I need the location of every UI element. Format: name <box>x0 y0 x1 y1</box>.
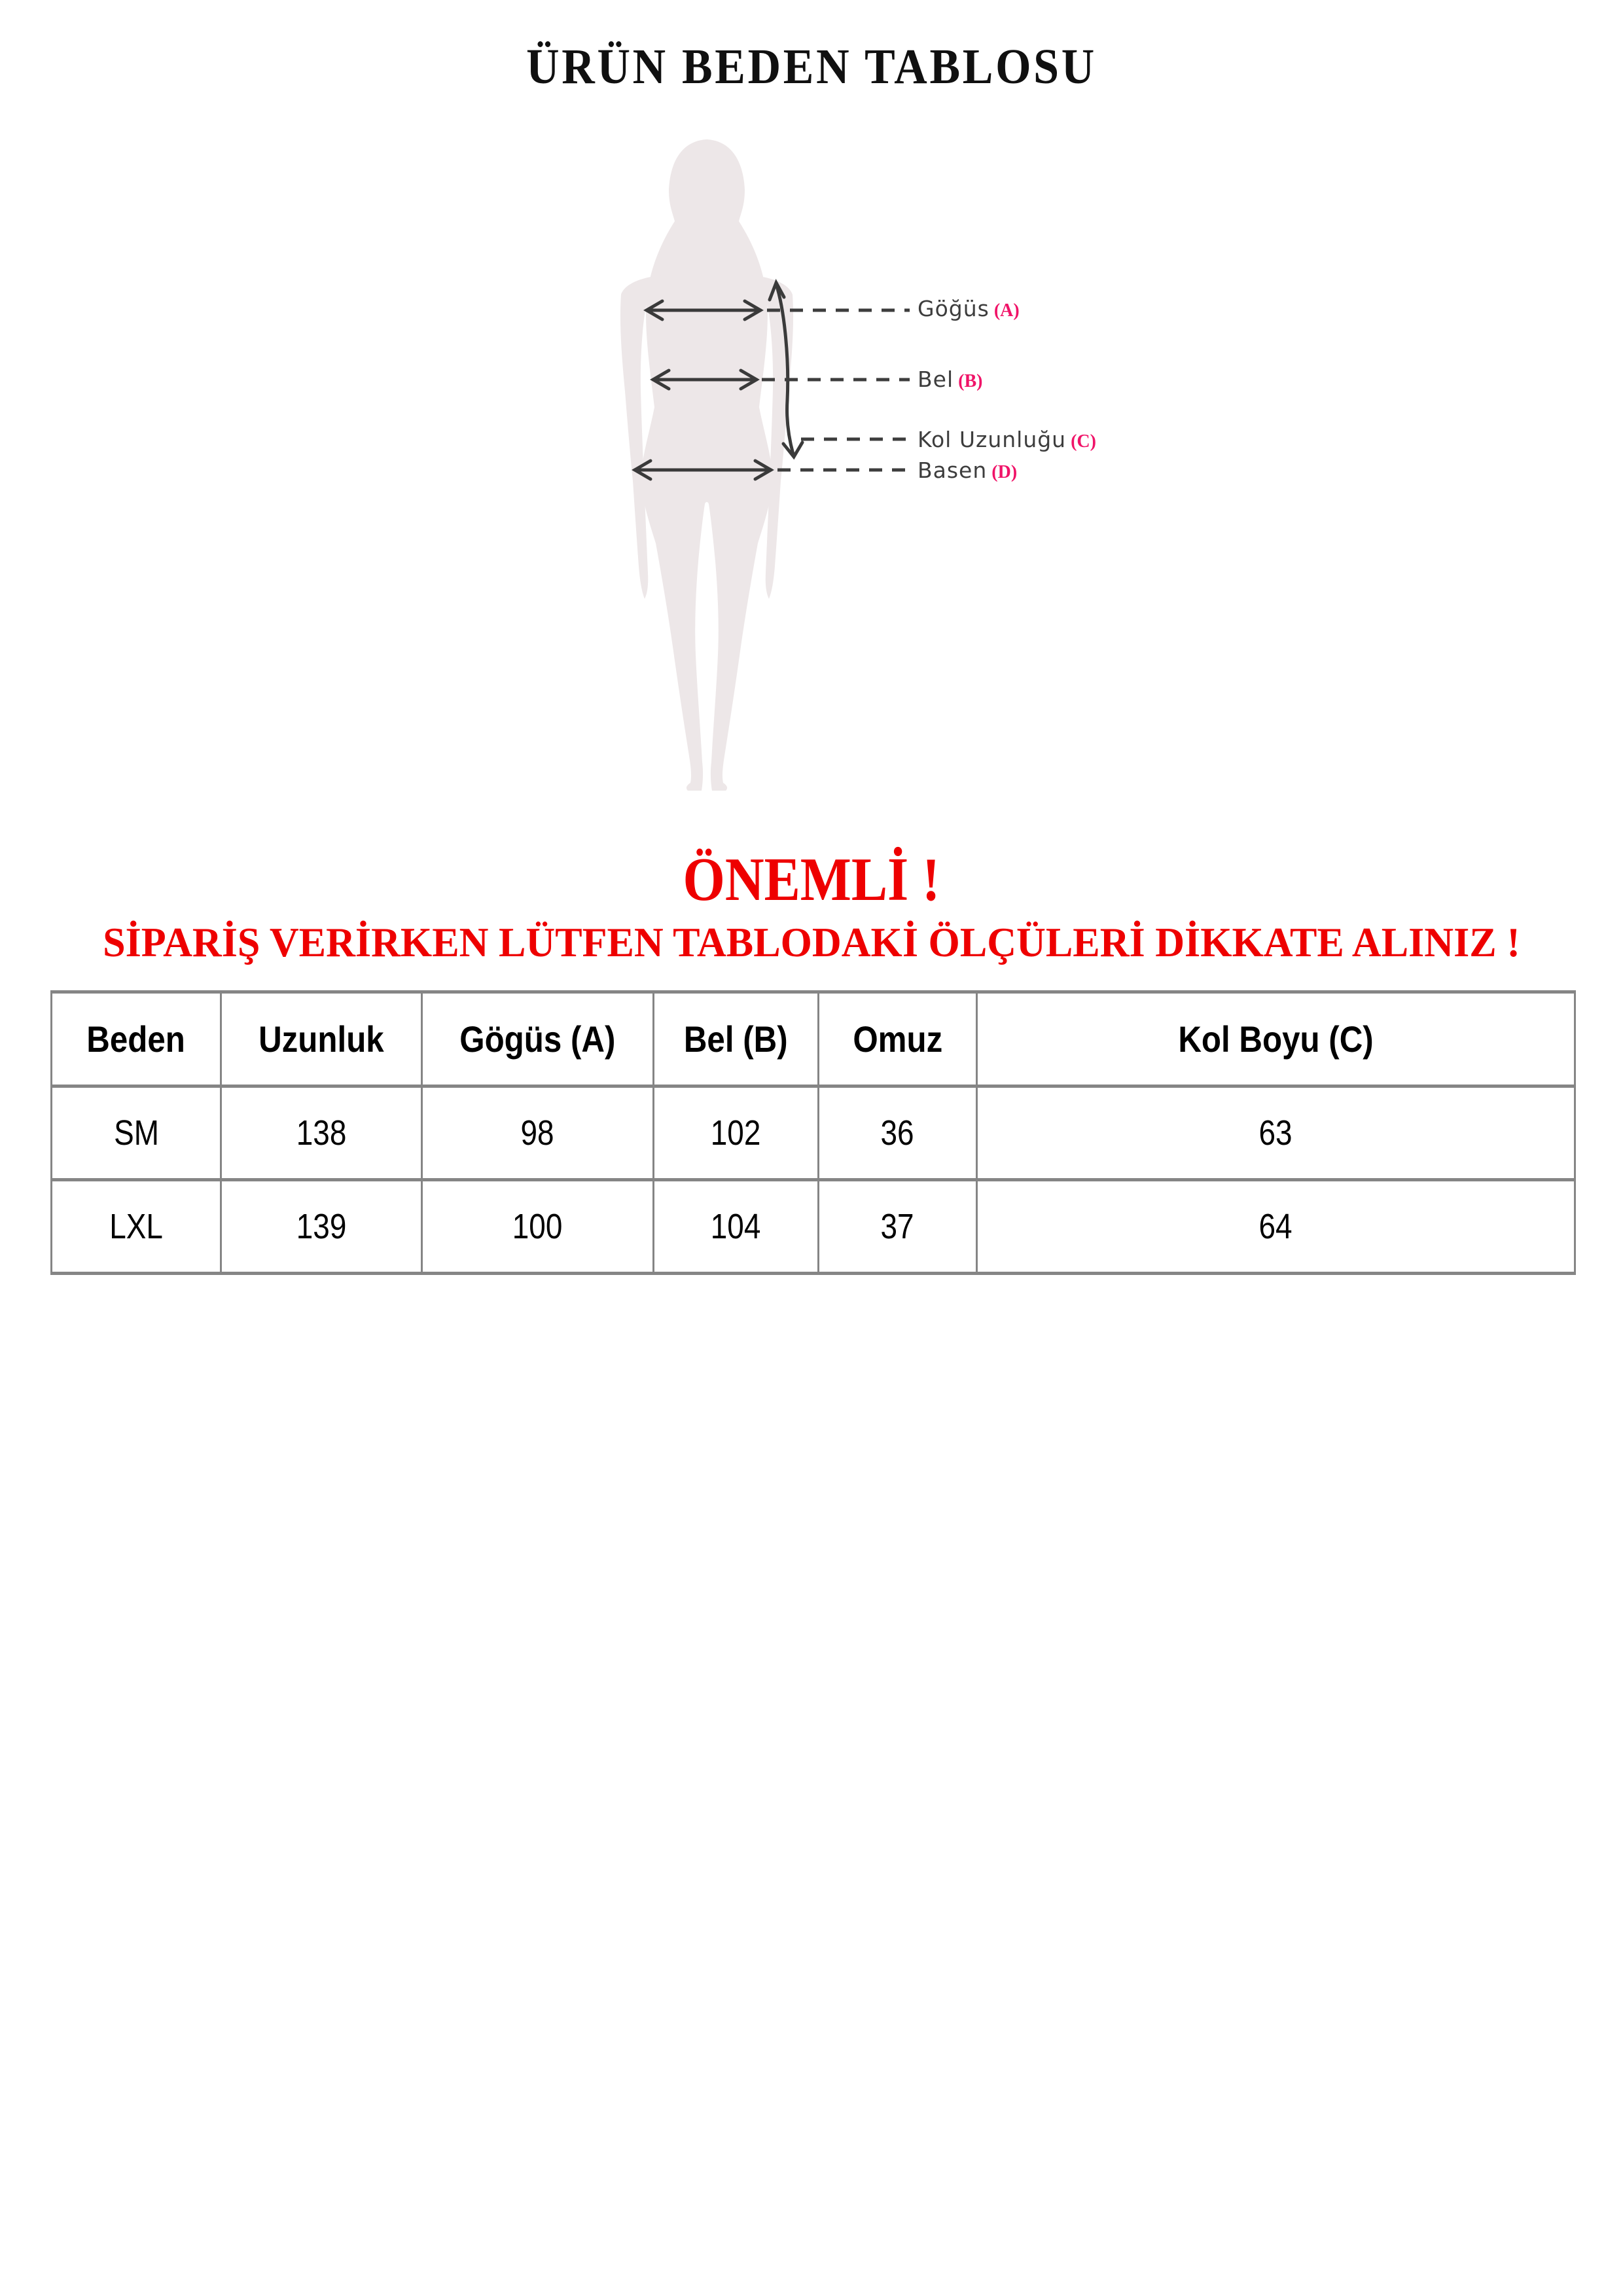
lxl-bel: 104 <box>654 1180 819 1274</box>
lxl-kol-boyu: 64 <box>977 1180 1575 1274</box>
lxl-omuz: 37 <box>819 1180 977 1274</box>
arm-length-label-text: Kol Uzunluğu <box>918 427 1067 452</box>
hip-label-code: (D) <box>991 462 1018 482</box>
lxl-beden: LXL <box>52 1180 221 1274</box>
sm-bel: 102 <box>654 1086 819 1180</box>
chest-label-code: (A) <box>993 300 1020 321</box>
page-title: ÜRÜN BEDEN TABLOSU <box>526 39 1097 94</box>
sm-kol-boyu: 63 <box>977 1086 1575 1180</box>
arm-length-label-code: (C) <box>1071 431 1096 452</box>
header-omuz: Omuz <box>819 992 977 1086</box>
header-bel: Bel (B) <box>654 992 819 1086</box>
sm-uzunluk: 138 <box>221 1086 422 1180</box>
header-gogus: Gögüs (A) <box>422 992 654 1086</box>
arm-length-label <box>918 427 1096 453</box>
sm-omuz: 36 <box>819 1086 977 1180</box>
waist-label-text: Bel <box>918 367 954 392</box>
female-body-silhouette <box>641 139 773 791</box>
header-kol-boyu: Kol Boyu (C) <box>977 992 1575 1086</box>
size-row-sm <box>52 1086 1575 1180</box>
hip-label-text: Basen <box>918 457 988 483</box>
sm-gogus: 98 <box>422 1086 654 1180</box>
size-row-lxl <box>52 1180 1575 1274</box>
waist-label <box>918 367 982 393</box>
important-heading: ÖNEMLİ ! <box>683 846 940 914</box>
sm-beden: SM <box>52 1086 221 1180</box>
header-uzunluk: Uzunluk <box>221 992 422 1086</box>
chest-label <box>918 296 1020 322</box>
size-table-header-row <box>52 992 1575 1086</box>
header-beden: Beden <box>52 992 221 1086</box>
body-measurement-diagram <box>563 131 919 798</box>
size-table <box>50 990 1576 1275</box>
lxl-uzunluk: 139 <box>221 1180 422 1274</box>
important-subheading: SİPARİŞ VERİRKEN LÜTFEN TABLODAKİ ÖLÇÜLERİ DİKKATE ALINIZ ! <box>103 919 1520 965</box>
lxl-gogus: 100 <box>422 1180 654 1274</box>
chest-label-text: Göğüs <box>918 296 990 321</box>
waist-label-code: (B) <box>958 371 983 391</box>
hip-label <box>918 457 1017 484</box>
